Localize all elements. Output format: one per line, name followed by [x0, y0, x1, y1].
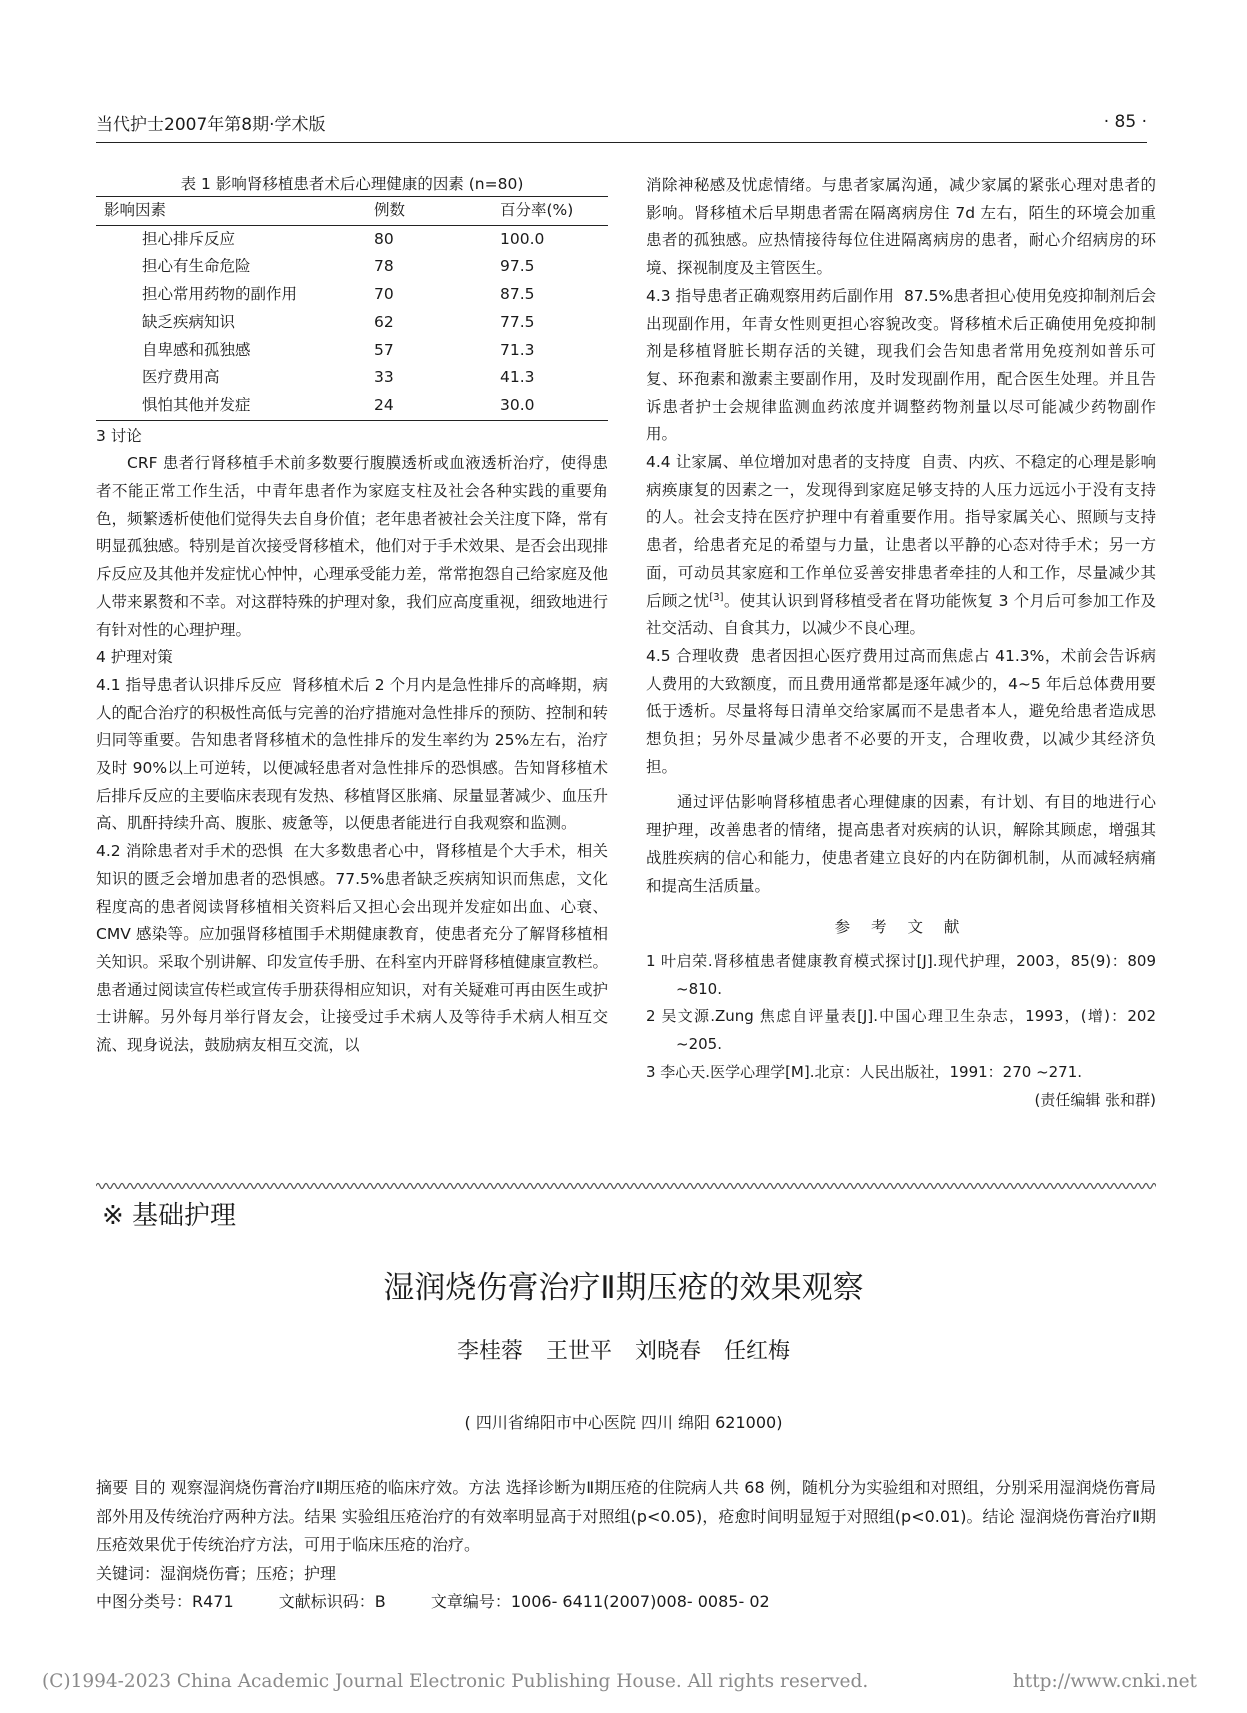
factor-cell: 惧怕其他并发症	[96, 392, 374, 420]
percent-cell: 71.3	[500, 340, 535, 359]
table-row	[96, 225, 608, 253]
page-number: · 85 ·	[1103, 112, 1147, 132]
section-4-3-heading: 4.3 指导患者正确观察用药后副作用	[646, 286, 894, 305]
table-row	[96, 337, 608, 365]
authors: 李桂蓉 王世平 刘晓春 任红梅	[457, 1339, 790, 1364]
article-number: 文章编号：1006- 6411(2007)008- 0085- 02	[430, 1592, 770, 1611]
count-cell: 62	[374, 312, 394, 331]
column-header: 影响因素	[96, 197, 374, 226]
journal-name: 当代护士2007年第8期·学术版	[96, 114, 326, 135]
discussion-paragraph: CRF 患者行肾移植手术前多数要行腹膜透析或血液透析治疗，使得患者不能正常工作生活，中青年患者作为家庭支柱及社会各种实践的重要角色，频繁透析使他们觉得失去自身价值；老年患者被社会关注度下降，常有明显孤独感。特别是首次接受肾移植术，他们对于手术效果、是否会出现排斥反应及其他并发症忧心忡忡，心理承受能力差，常常抱怨自己给家庭及他人带来累赘和不幸。对这群特殊的护理对象，我们应高度重视，细致地进行有针对性的心理护理。	[96, 454, 608, 639]
section-4-1-heading: 4.1 指导患者认识排斥反应	[96, 675, 282, 694]
count-cell: 70	[374, 285, 394, 304]
section-4-5	[646, 643, 1156, 782]
measures-heading: 4 护理对策	[96, 648, 173, 667]
percent-cell: 41.3	[500, 368, 535, 387]
header-rule	[96, 142, 1147, 143]
copyright-footer	[42, 1671, 1197, 1699]
left-column	[96, 172, 608, 1060]
count-cell: 33	[374, 368, 394, 387]
count-cell: 78	[374, 257, 394, 276]
document-code: 文献标识码：B	[278, 1592, 386, 1611]
percent-cell: 30.0	[474, 392, 608, 420]
reference-item: 1 叶启荣.肾移植患者健康教育模式探讨[J].现代护理，2003，85(9)：809 ~810.	[646, 951, 1156, 998]
article-title: 湿润烧伤膏治疗Ⅱ期压疮的效果观察	[383, 1270, 864, 1306]
discussion-heading: 3 讨论	[96, 426, 142, 445]
percent-cell: 100.0	[500, 229, 545, 248]
factor-cell: 担心排斥反应	[142, 229, 236, 248]
factor-cell: 自卑感和孤独感	[142, 340, 251, 359]
percent-cell: 97.5	[500, 257, 535, 276]
section-4-2	[96, 838, 608, 1060]
copyright-text: (C)1994-2023 China Academic Journal Electronic Publishing House. All rights reserved.	[42, 1671, 869, 1692]
column-header: 例数	[374, 197, 474, 226]
continued-paragraph: 消除神秘感及忧虑情绪。与患者家属沟通，减少家属的紧张心理对患者的影响。肾移植术后早期患者需在隔离病房住 7d 左右，陌生的环境会加重患者的孤独感。应热情接待每位住进隔离病房的患者，耐心介绍病房的环境、探视制度及主管医生。	[646, 176, 1156, 278]
column-header: 百分率(%)	[474, 197, 608, 226]
citation-mark: [3]	[709, 591, 724, 603]
table-row	[96, 253, 608, 281]
factor-cell: 医疗费用高	[142, 368, 220, 387]
table-caption: 表 1 影响肾移植患者术后心理健康的因素 (n=80)	[180, 175, 524, 193]
responsible-editor: (责任编辑 张和群)	[1034, 1090, 1156, 1109]
section-4-1	[96, 672, 608, 838]
factors-table	[96, 196, 608, 421]
percent-cell: 87.5	[500, 285, 535, 304]
running-header	[96, 108, 1147, 136]
table-row	[96, 364, 608, 392]
factor-cell: 缺乏疾病知识	[142, 312, 236, 331]
section-4-4-body-end: 。使其认识到肾移植受者在肾功能恢复 3 个月后可参加工作及社交活动、自食其力，以减少不良心理。	[646, 591, 1156, 638]
section-4-5-heading: 4.5 合理收费	[646, 646, 740, 665]
count-cell: 24	[374, 392, 474, 420]
section-4-4-heading: 4.4 让家属、单位增加对患者的支持度	[646, 453, 911, 472]
reference-item: 2 吴文源.Zung 焦虑自评量表[J].中国心理卫生杂志，1993，(增)：202 ~205.	[646, 1007, 1156, 1054]
classification-line	[96, 1588, 1156, 1617]
right-column	[646, 172, 1156, 1114]
table-row	[96, 281, 608, 309]
section-4-5-body: 患者因担心医疗费用过高而焦虑占 41.3%，术前会告诉病人费用的大致额度，而且费用通常都是逐年减少的，4~5 年后总体费用要低于透析。尽量将每日清单交给家属而不是患者本人，避免给患者造成思想负担；另外尽量减少患者不必要的开支，合理收费，以减少其经济负担。	[646, 646, 1156, 776]
section-4-4	[646, 449, 1156, 643]
factor-cell: 担心有生命危险	[142, 257, 251, 276]
affiliation: ( 四川省绵阳市中心医院 四川 绵阳 621000)	[464, 1413, 783, 1432]
table-row	[96, 309, 608, 337]
table-row	[96, 392, 608, 420]
count-cell: 57	[374, 340, 394, 359]
section-4-2-body: 在大多数患者心中，肾移植是个大手术，相关知识的匮乏会增加患者的恐惧感。77.5%患者缺乏疾病知识而焦虑，文化程度高的患者阅读肾移植相关资料后又担心会出现并发症如出血、心衰、CMV 感染等。应加强肾移植围手术期健康教育，使患者充分了解肾移植相关知识。采取个别讲解、印发宣传手册、在科室内开辟肾移植健康宣教栏。患者通过阅读宣传栏或宣传手册获得相应知识，对有关疑难可再由医生或护士讲解。另外每月举行肾友会，让接受过手术病人及等待手术病人相互交流、现身说法，鼓励病友相互交流，以	[96, 842, 608, 1055]
section-4-3-body: 87.5%患者担心使用免疫抑制剂后会出现副作用，年青女性则更担心容貌改变。肾移植术后正确使用免疫抑制剂是移植肾脏长期存活的关键，现我们会告知患者常用免疫剂如普乐可复、环孢素和激素主要副作用，及时发现副作用，配合医生处理。并且告诉患者护士会规律监测血药浓度并调整药物剂量以尽可能减少药物副作用。	[646, 286, 1156, 444]
wave-divider	[96, 1179, 1156, 1193]
reference-item: 3 李心天.医学心理学[M].北京：人民出版社，1991：270 ~271.	[646, 1062, 1083, 1081]
section-4-4-body: 自责、内疚、不稳定的心理是影响病痪康复的因素之一，发现得到家庭足够支持的人压力远远小于没有支持的人。社会支持在医疗护理中有着重要作用。指导家属关心、照顾与支持患者，给患者充足的希望与力量，让患者以平静的心态对待手术；另一方面，可动员其家庭和工作单位妥善安排患者牵挂的人和工作，尽量减少其后顾之忧	[646, 453, 1156, 610]
section-4-3	[646, 283, 1156, 449]
references-title: 参 考 文 献	[834, 918, 968, 937]
keywords: 关键词：湿润烧伤膏；压疮；护理	[96, 1563, 337, 1583]
count-cell: 80	[374, 229, 394, 248]
table-header-row	[96, 197, 608, 226]
conclusion-paragraph: 通过评估影响肾移植患者心理健康的因素，有计划、有目的地进行心理护理，改善患者的情绪，提高患者对疾病的认识，解除其顾虑，增强其战胜疾病的信心和能力，使患者建立良好的内在防御机制，从而减轻病痛和提高生活质量。	[646, 793, 1156, 895]
section-4-1-body: 肾移植术后 2 个月内是急性排斥的高峰期，病人的配合治疗的积极性高低与完善的治疗措施对急性排斥的预防、控制和转归同等重要。告知患者肾移植术的急性排斥的发生率约为 25%左右，治疗及时 90%以上可逆转，以便减轻患者对急性排斥的恐惧感。告知肾移植术后排斥反应的主要临床表现有发热、移植肾区胀痛、尿量显著减少、血压升高、肌酐持续升高、腹胀、疲惫等，以便患者能进行自我观察和监测。	[96, 675, 609, 833]
abstract-text: 摘要 目的 观察湿润烧伤膏治疗Ⅱ期压疮的临床疗效。方法 选择诊断为Ⅱ期压疮的住院病人共 68 例，随机分为实验组和对照组，分别采用湿润烧伤膏局部外用及传统治疗两种方法。结果 实验组压疮治疗的有效率明显高于对照组(p<0.05)，疮愈时间明显短于对照组(p<0.01)。结论 湿润烧伤膏治疗Ⅱ期压疮效果优于传统治疗方法，可用于临床压疮的治疗。	[96, 1478, 1156, 1554]
percent-cell: 77.5	[500, 312, 535, 331]
cnki-url: http://www.cnki.net	[1012, 1671, 1197, 1692]
abstract-block	[96, 1474, 1156, 1617]
factor-cell: 担心常用药物的副作用	[142, 285, 298, 304]
section-label: ※ 基础护理	[102, 1201, 237, 1231]
clc-number: 中图分类号：R471	[96, 1592, 234, 1611]
section-4-2-heading: 4.2 消除患者对手术的恐惧	[96, 842, 284, 861]
